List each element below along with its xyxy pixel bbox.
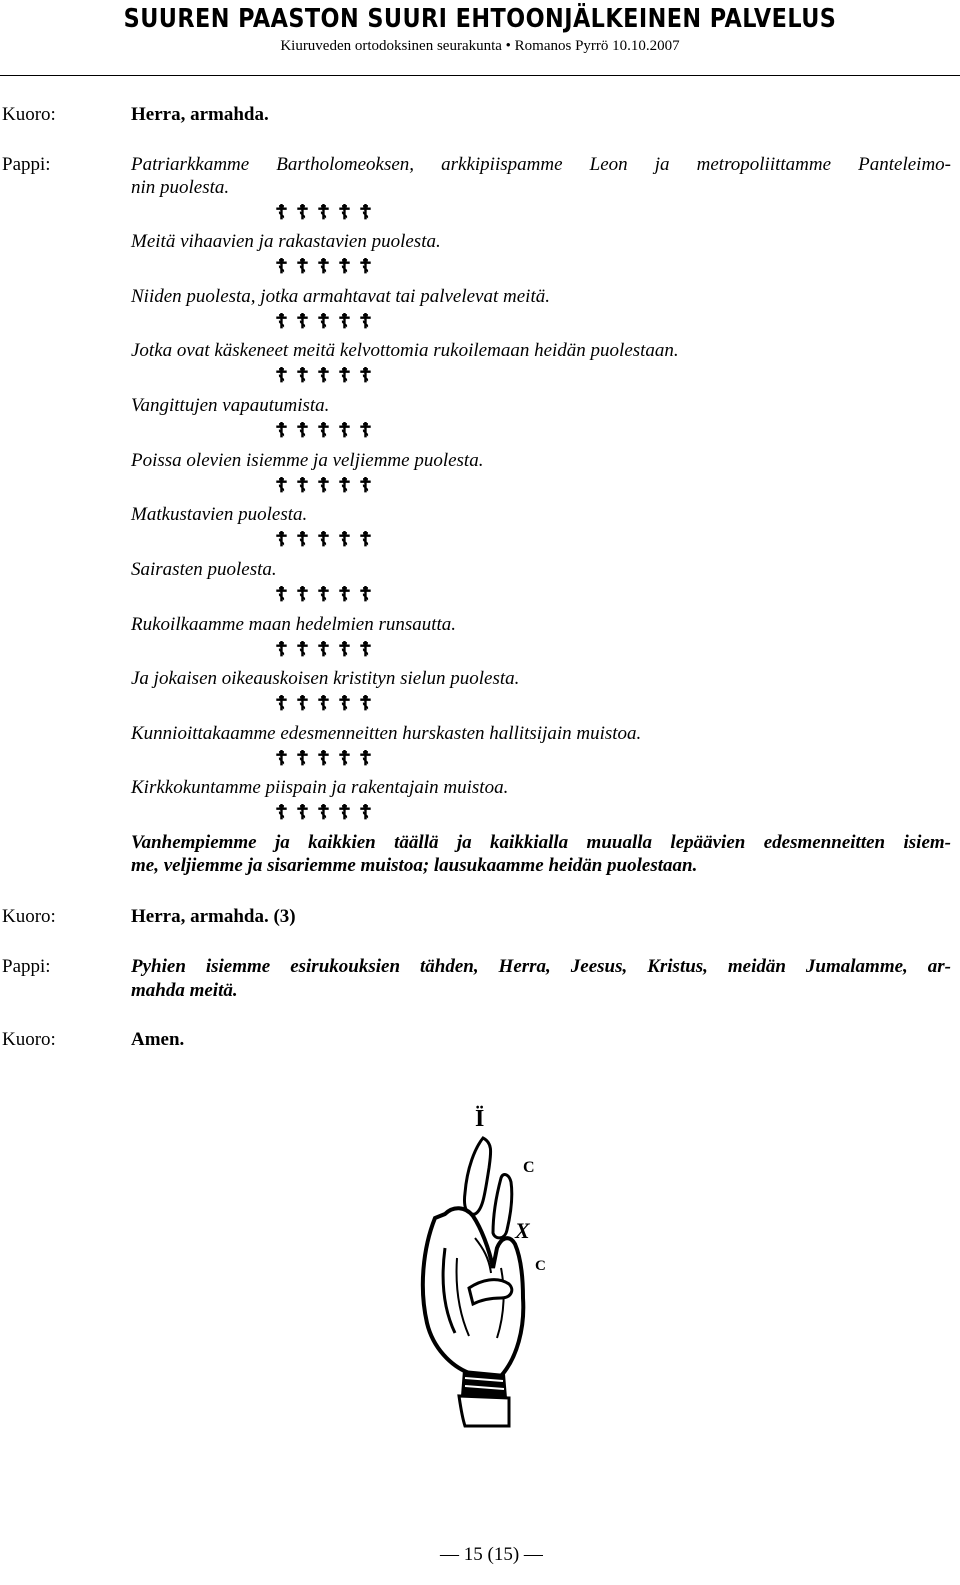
kuoro-response: Amen. bbox=[131, 1029, 185, 1050]
speaker-kuoro: Kuoro: bbox=[2, 1029, 56, 1050]
petition: Meitä vihaavien ja rakastavien puolesta. bbox=[131, 231, 441, 252]
petition: Rukoilkaamme maan hedelmien runsautta. bbox=[131, 614, 457, 635]
petition: Jotka ovat käskeneet meitä kelvottomia rukoilemaan heidän puolestaan. bbox=[131, 340, 679, 361]
letter-iota: Ï bbox=[475, 1106, 485, 1132]
petition: Kirkkokuntamme piispain ja rakentajain muistoa. bbox=[131, 777, 509, 798]
pappi-blessing-line: Pyhien isiemme esirukouksien tähden, Herra, Jeesus, Kristus, meidän Jumalamme, ar- bbox=[131, 956, 951, 977]
final-petition-line: Vanhempiemme ja kaikkien täällä ja kaikkialla muualla lepäävien edesmenneitten isiem- bbox=[131, 832, 951, 853]
page-number: — 15 (15) — bbox=[440, 1544, 543, 1565]
pappi-blessing-line: mahda meitä. bbox=[131, 980, 238, 1001]
petition: Niiden puolesta, jotka armahtavat tai palvelevat meitä. bbox=[131, 286, 550, 307]
crosses-icon: ☦☦☦☦☦ bbox=[275, 420, 380, 442]
crosses-icon: ☦☦☦☦☦ bbox=[275, 584, 380, 606]
crosses-icon: ☦☦☦☦☦ bbox=[275, 475, 380, 497]
kuoro-response: Herra, armahda. (3) bbox=[131, 906, 296, 927]
blessing-hand-icon bbox=[405, 1098, 565, 1428]
speaker-pappi: Pappi: bbox=[2, 956, 51, 977]
document-title: SUUREN PAASTON SUURI EHTOONJÄLKEINEN PALVELUS bbox=[123, 4, 837, 34]
petition: Matkustavien puolesta. bbox=[131, 504, 308, 525]
crosses-icon: ☦☦☦☦☦ bbox=[275, 802, 380, 824]
letter-sigma-2: C bbox=[535, 1258, 546, 1274]
crosses-icon: ☦☦☦☦☦ bbox=[275, 311, 380, 333]
speaker-kuoro: Kuoro: bbox=[2, 104, 56, 125]
document-subtitle: Kiuruveden ortodoksinen seurakunta • Romanos Pyrrö 10.10.2007 bbox=[280, 38, 680, 54]
crosses-icon: ☦☦☦☦☦ bbox=[275, 693, 380, 715]
letter-sigma: C bbox=[523, 1159, 535, 1176]
crosses-icon: ☦☦☦☦☦ bbox=[275, 748, 380, 770]
pappi-petition-line: nin puolesta. bbox=[131, 177, 230, 198]
crosses-icon: ☦☦☦☦☦ bbox=[275, 365, 380, 387]
pappi-petition-line: Patriarkkamme Bartholomeoksen, arkkipiispamme Leon ja metropoliittamme Panteleimo- bbox=[131, 154, 951, 175]
petition: Poissa olevien isiemme ja veljiemme puolesta. bbox=[131, 450, 484, 471]
letter-chi: X bbox=[515, 1218, 530, 1243]
speaker-pappi: Pappi: bbox=[2, 154, 51, 175]
crosses-icon: ☦☦☦☦☦ bbox=[275, 639, 380, 661]
petition: Ja jokaisen oikeauskoisen kristityn sielun puolesta. bbox=[131, 668, 520, 689]
petition: Kunnioittakaamme edesmenneitten hurskasten hallitsijain muistoa. bbox=[131, 723, 642, 744]
speaker-kuoro: Kuoro: bbox=[2, 906, 56, 927]
crosses-icon: ☦☦☦☦☦ bbox=[275, 256, 380, 278]
crosses-icon: ☦☦☦☦☦ bbox=[275, 202, 380, 224]
petition: Sairasten puolesta. bbox=[131, 559, 277, 580]
header-divider bbox=[0, 75, 960, 76]
kuoro-response: Herra, armahda. bbox=[131, 104, 269, 125]
final-petition-line: me, veljiemme ja sisariemme muistoa; lausukaamme heidän puolestaan. bbox=[131, 855, 698, 876]
petition: Vangittujen vapautumista. bbox=[131, 395, 330, 416]
crosses-icon: ☦☦☦☦☦ bbox=[275, 529, 380, 551]
